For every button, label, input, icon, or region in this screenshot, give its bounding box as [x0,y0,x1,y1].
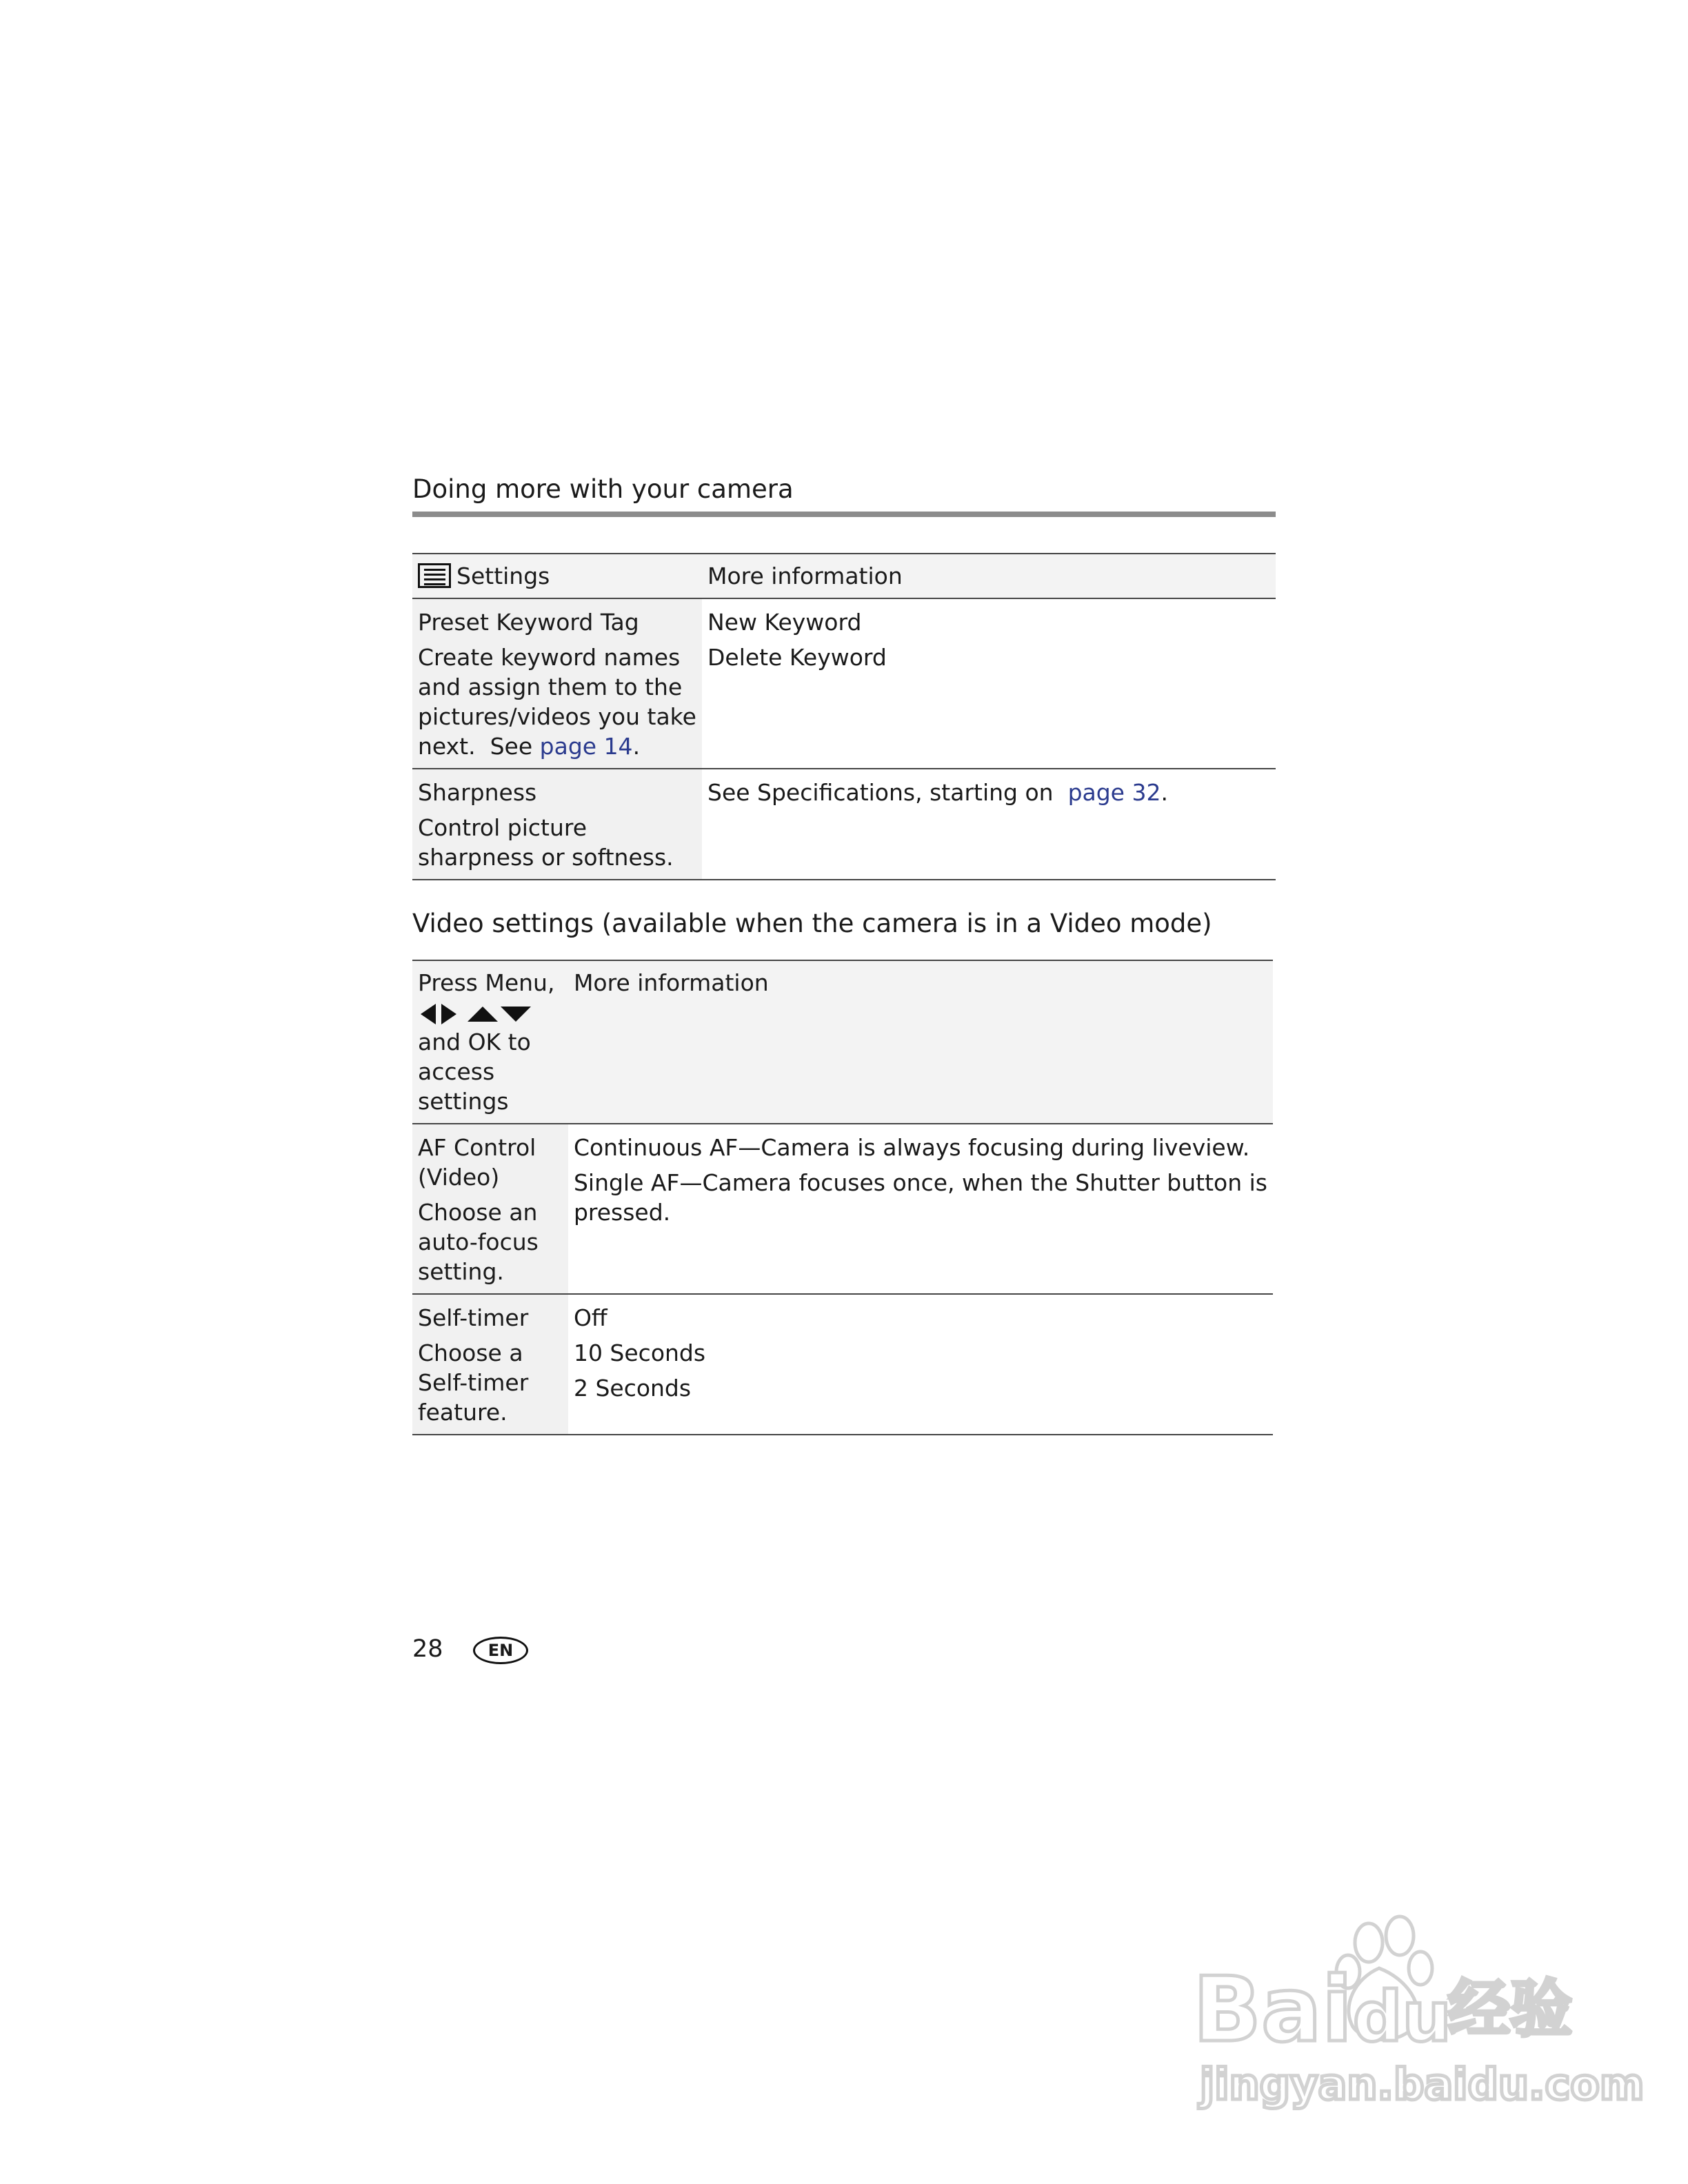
info-line: pressed. [573,1199,671,1226]
info-cell [568,1294,1273,1435]
info-header-cell: More information [702,554,1276,598]
access-settings-label: and OK to access settings [418,1029,531,1115]
baidu-cn-text: 经验 [1448,1973,1572,2045]
setting-name: AF Control (Video) [418,1134,536,1191]
section-title-rule [412,512,1276,517]
setting-cell [412,598,702,769]
setting-description-text: Create keyword names and assign them to the pictures/videos you take next. [418,644,696,760]
baidu-url-text: jingyan.baidu.com [1200,2059,1645,2110]
menu-list-icon [418,563,451,588]
video-settings-title: Video settings (available when the camera is in a Video mode) [412,909,1212,938]
page-number: 28 [412,1635,443,1663]
page-14-link[interactable]: page 14 [539,733,633,760]
info-line: 10 Seconds [573,1339,706,1366]
section-title: Doing more with your camera [412,474,794,504]
info-line: Continuous AF—Camera is always focusing during liveview. [573,1134,1250,1161]
info-text: See Specifications, starting on [707,779,1054,806]
setting-cell [412,1294,568,1435]
baidu-brand-text: Bai [1193,1957,1353,2062]
table-row [412,1124,1273,1294]
baidu-brand-text-du: du [1353,1976,1451,2057]
settings-header-cell [412,554,702,598]
setting-cell [412,1124,568,1294]
table-row [412,598,1276,769]
setting-description: Control picture sharpness or softness. [418,814,674,871]
info-line: Single AF—Camera focuses once, when the Shutter button is [573,1169,1267,1196]
setting-description: Choose an auto-focus setting. [418,1199,539,1285]
left-arrow-icon [421,1004,436,1024]
settings-table [412,553,1276,880]
press-menu-label: Press Menu, [418,969,555,996]
setting-description: Create keyword names and assign them to the pictures/videos you take next. See page 14. [418,644,696,760]
info-line: New Keyword [707,609,862,636]
info-line: Off [573,1304,607,1331]
settings-header-label: Settings [456,563,550,589]
press-header-cell [412,960,568,1124]
table-header-row [412,960,1273,1124]
setting-cell [412,769,702,880]
setting-description: Choose a Self-timer feature. [418,1339,529,1426]
table-row [412,769,1276,880]
info-cell: See Specifications, starting on page 32. [702,769,1276,880]
setting-name: Preset Keyword Tag [418,609,639,636]
down-arrow-icon [501,1007,531,1022]
info-header-cell: More information [568,960,1273,1124]
baidu-watermark-logo [1172,1903,1645,2110]
right-arrow-icon [441,1004,456,1024]
info-line: Delete Keyword [707,644,887,671]
table-header-row [412,554,1276,598]
setting-name: Sharpness [418,779,537,806]
up-arrow-icon [468,1007,498,1022]
language-badge: EN [473,1637,528,1664]
info-line: 2 Seconds [573,1375,692,1402]
video-settings-table [412,960,1273,1435]
page-32-link[interactable]: page 32 [1067,779,1161,806]
table-row [412,1294,1273,1435]
info-cell [568,1124,1273,1294]
see-text: See [490,733,533,760]
info-cell [702,598,1276,769]
setting-name: Self-timer [418,1304,529,1331]
